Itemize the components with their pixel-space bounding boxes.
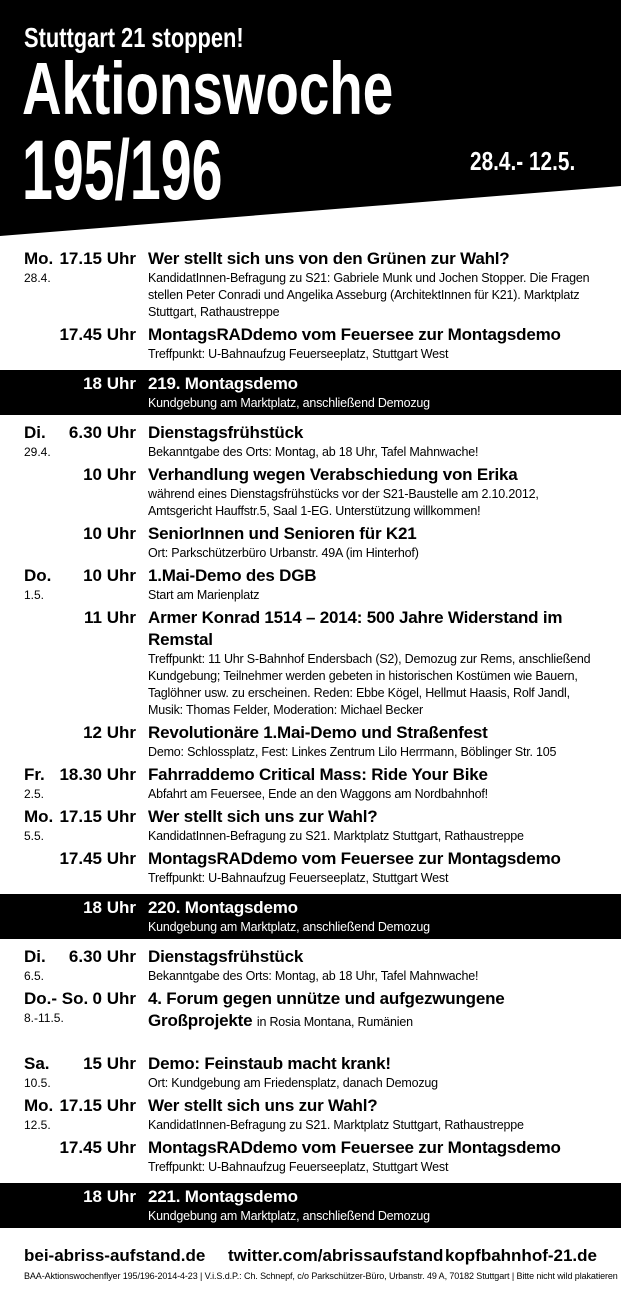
event-row	[0, 764, 621, 803]
event-description: Start am Marienplatz	[148, 588, 260, 602]
event-date: 29.4.	[24, 445, 51, 459]
event-when	[0, 1053, 136, 1090]
event-title-text: Dienstagsfrühstück	[148, 423, 304, 442]
event-when	[0, 1186, 136, 1208]
event-row	[0, 1053, 621, 1092]
event-description: Kundgebung am Marktplatz, anschließend Demozug	[148, 920, 430, 934]
event-date: 8.-11.5.	[24, 1011, 64, 1025]
event-day: Fr.	[24, 765, 45, 784]
event-title	[148, 946, 603, 968]
event-title-text: Wer stellt sich uns von den Grünen zur Wahl?	[148, 249, 510, 268]
event-title-text: Fahrraddemo Critical Mass: Ride Your Bike	[148, 765, 488, 784]
event-time: 17.15 Uhr	[59, 249, 136, 268]
event-description: Bekanntgabe des Orts: Montag, ab 18 Uhr, Tafel Mahnwache!	[148, 445, 479, 459]
event-time: 18.30 Uhr	[59, 765, 136, 784]
event-time: 17.45 Uhr	[59, 849, 136, 868]
event-row	[0, 324, 621, 363]
event-when	[0, 422, 136, 459]
event-title	[148, 422, 603, 444]
event-title-text: MontagsRADdemo vom Feuersee zur Montagsdemo	[148, 849, 561, 868]
event-description: Demo: Schlossplatz, Fest: Linkes Zentrum Lilo Herrmann, Böblinger Str. 105	[148, 745, 557, 759]
event-row	[0, 946, 621, 985]
event-when	[0, 806, 136, 843]
event-time: 17.45 Uhr	[59, 1138, 136, 1157]
event-row	[0, 422, 621, 461]
event-title-suffix: in Rosia Montana, Rumänien	[256, 1015, 413, 1029]
event-time: 15 Uhr	[83, 1054, 136, 1073]
event-title-text: 219. Montagsdemo	[148, 374, 298, 393]
event-title	[148, 988, 603, 1033]
header	[0, 0, 621, 240]
event-when	[0, 324, 136, 346]
event-title-text: Demo: Feinstaub macht krank!	[148, 1054, 391, 1073]
event-time: 0 Uhr	[92, 989, 136, 1008]
event-when	[0, 248, 136, 285]
event-description: Treffpunkt: U-Bahnaufzug Feuerseeplatz, Stuttgart West	[148, 347, 449, 361]
event-row	[0, 1137, 621, 1176]
event-day: Di.	[24, 423, 46, 442]
event-title-text: 4. Forum gegen unnütze und aufgezwungene Großprojekte	[148, 989, 505, 1030]
event-row	[0, 523, 621, 562]
event-date: 2.5.	[24, 787, 45, 801]
event-when	[0, 946, 136, 983]
event-title-text: Armer Konrad 1514 – 2014: 500 Jahre Widerstand im Remstal	[148, 608, 563, 649]
event-title-text: SeniorInnen und Senioren für K21	[148, 524, 417, 543]
event-row-highlighted	[0, 894, 621, 939]
event-title	[148, 248, 603, 270]
event-row	[0, 248, 621, 321]
event-time: 17.15 Uhr	[59, 1096, 136, 1115]
event-title-text: 1.Mai-Demo des DGB	[148, 566, 317, 585]
event-time: 17.45 Uhr	[59, 325, 136, 344]
event-time: 18 Uhr	[83, 374, 136, 393]
event-row	[0, 464, 621, 520]
event-day: Do.	[24, 566, 52, 585]
event-row-highlighted	[0, 370, 621, 415]
event-title-text: MontagsRADdemo vom Feuersee zur Montagsdemo	[148, 1138, 561, 1157]
event-when	[0, 988, 136, 1025]
flyer-title: Aktionswoche	[22, 47, 394, 130]
event-when	[0, 523, 136, 545]
event-title-text: Revolutionäre 1.Mai-Demo und Straßenfest	[148, 723, 488, 742]
event-day: Sa.	[24, 1054, 50, 1073]
event-title	[148, 324, 603, 346]
footer-links	[0, 1246, 621, 1270]
event-when	[0, 607, 136, 629]
flyer-date-range: 28.4.- 12.5.	[470, 146, 576, 176]
event-row	[0, 806, 621, 845]
event-title	[148, 373, 603, 395]
flyer-week-number: 195/196	[22, 123, 223, 217]
event-date: 10.5.	[24, 1076, 51, 1090]
event-title	[148, 1186, 603, 1208]
event-day: Mo.	[24, 1096, 54, 1115]
event-row	[0, 988, 621, 1050]
event-description: Abfahrt am Feuersee, Ende an den Waggons am Nordbahnhof!	[148, 787, 488, 801]
event-row-highlighted	[0, 1183, 621, 1228]
event-row	[0, 607, 621, 719]
event-time: 10 Uhr	[83, 524, 136, 543]
event-title	[148, 897, 603, 919]
link-bei-abriss-aufstand[interactable]: bei-abriss-aufstand.de	[24, 1246, 206, 1265]
event-when	[0, 722, 136, 744]
event-title	[148, 1137, 603, 1159]
event-title-text: 220. Montagsdemo	[148, 898, 298, 917]
footer	[0, 1246, 621, 1281]
event-title	[148, 607, 603, 651]
link-twitter[interactable]: twitter.com/abrissaufstand	[228, 1246, 444, 1265]
event-title	[148, 764, 603, 786]
event-title	[148, 565, 603, 587]
event-time: 6.30 Uhr	[68, 423, 136, 442]
event-time: 18 Uhr	[83, 898, 136, 917]
event-day: Mo.	[24, 807, 54, 826]
event-time: 10 Uhr	[83, 465, 136, 484]
event-title-text: Dienstagsfrühstück	[148, 947, 304, 966]
event-when	[0, 1095, 136, 1132]
event-date: 6.5.	[24, 969, 45, 983]
event-title-text: MontagsRADdemo vom Feuersee zur Montagsdemo	[148, 325, 561, 344]
event-when	[0, 1137, 136, 1159]
event-time: 11 Uhr	[84, 608, 136, 627]
event-when	[0, 373, 136, 395]
event-date: 28.4.	[24, 271, 51, 285]
event-title	[148, 722, 603, 744]
flyer-subtitle: Stuttgart 21 stoppen!	[24, 22, 244, 53]
event-row	[0, 848, 621, 887]
event-time: 18 Uhr	[83, 1187, 136, 1206]
event-title	[148, 464, 603, 486]
event-title-text: Wer stellt sich uns zur Wahl?	[148, 1096, 378, 1115]
event-description: Kundgebung am Marktplatz, anschließend Demozug	[148, 1209, 430, 1223]
event-description: während eines Dienstagsfrühstücks vor der S21-Baustelle am 2.10.2012, Amtsgericht Hauffstr.5, Saal 1-EG. Unterstützung willkommen!	[148, 487, 539, 518]
event-description: Bekanntgabe des Orts: Montag, ab 18 Uhr, Tafel Mahnwache!	[148, 969, 479, 983]
event-title	[148, 1053, 603, 1075]
event-date: 12.5.	[24, 1118, 51, 1132]
event-description: KandidatInnen-Befragung zu S21: Gabriele Munk und Jochen Stopper. Die Fragen stellen Peter Conradi und Angelika Asseburg (ArchitektInnen für K21). Marktplatz Stuttgart, Rathaustreppe	[148, 271, 590, 319]
event-when	[0, 897, 136, 919]
event-program	[0, 248, 621, 1235]
event-description: KandidatInnen-Befragung zu S21. Marktplatz Stuttgart, Rathaustreppe	[148, 1118, 524, 1132]
event-when	[0, 464, 136, 486]
event-description: KandidatInnen-Befragung zu S21. Marktplatz Stuttgart, Rathaustreppe	[148, 829, 524, 843]
event-when	[0, 848, 136, 870]
event-time: 12 Uhr	[83, 723, 136, 742]
event-row	[0, 1095, 621, 1134]
event-time: 6.30 Uhr	[68, 947, 136, 966]
imprint-text: BAA-Aktionswochenflyer 195/196-2014-4-23 | V.i.S.d.P.: Ch. Schnepf, c/o Parkschützer-Büro, Urbanstr. 49 A, 70182 Stuttgart | Bitte nicht wild plakatieren	[24, 1271, 618, 1281]
event-title	[148, 806, 603, 828]
event-title	[148, 1095, 603, 1117]
event-date: 5.5.	[24, 829, 45, 843]
event-description: Kundgebung am Marktplatz, anschließend Demozug	[148, 396, 430, 410]
event-day: Mo.	[24, 249, 54, 268]
event-title-text: Verhandlung wegen Verabschiedung von Erika	[148, 465, 518, 484]
event-description: Treffpunkt: U-Bahnaufzug Feuerseeplatz, Stuttgart West	[148, 1160, 449, 1174]
event-description: Treffpunkt: U-Bahnaufzug Feuerseeplatz, Stuttgart West	[148, 871, 449, 885]
event-description: Ort: Kundgebung am Friedensplatz, danach Demozug	[148, 1076, 438, 1090]
event-time: 10 Uhr	[83, 566, 136, 585]
event-title	[148, 523, 603, 545]
event-time: 17.15 Uhr	[59, 807, 136, 826]
event-description: Ort: Parkschützerbüro Urbanstr. 49A (im Hinterhof)	[148, 546, 419, 560]
event-when	[0, 764, 136, 801]
event-title-text: 221. Montagsdemo	[148, 1187, 298, 1206]
event-day: Di.	[24, 947, 46, 966]
event-title	[148, 848, 603, 870]
event-day: Do.- So.	[24, 989, 89, 1008]
event-when	[0, 565, 136, 602]
event-description: Treffpunkt: 11 Uhr S-Bahnhof Endersbach (S2), Demozug zur Rems, anschließend Kundgebung; Teilnehmer werden gebeten in historischen Kostümen wie Bauern, Taglöhner usw. zu erscheinen. Reden: Ebbe Kögel, Hellmut Haasis, Rolf Jandl, Musik: Thomas Felder, Moderation: Michael Becker	[148, 652, 591, 717]
event-title-text: Wer stellt sich uns zur Wahl?	[148, 807, 378, 826]
event-row	[0, 565, 621, 604]
link-kopfbahnhof-21[interactable]: kopfbahnhof-21.de	[444, 1246, 597, 1265]
event-date: 1.5.	[24, 588, 45, 602]
event-row	[0, 722, 621, 761]
